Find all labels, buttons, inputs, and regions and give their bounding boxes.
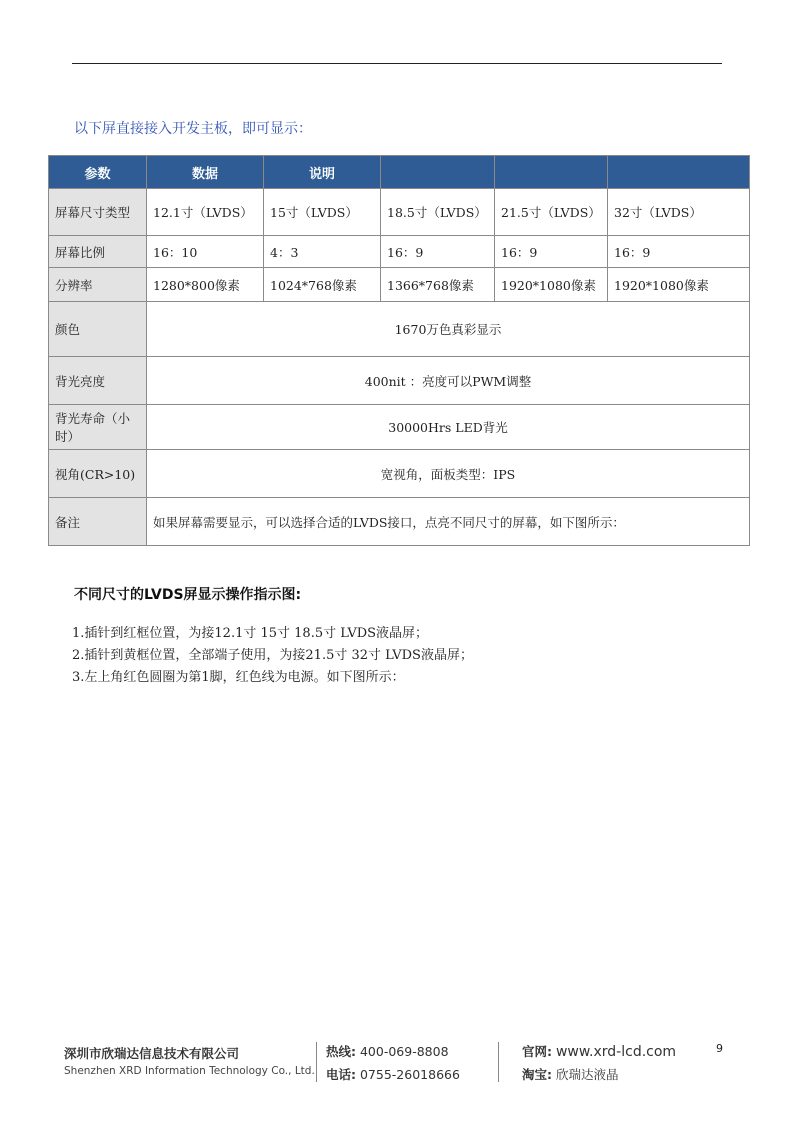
header-col5: [495, 156, 608, 189]
hotline: [326, 1042, 449, 1060]
table-cell: 4：3: [264, 236, 381, 268]
table-row: [49, 302, 750, 357]
website-url[interactable]: www.xrd-lcd.com: [555, 1044, 677, 1060]
table-cell: 1024*768像素: [264, 268, 381, 302]
table-cell: 1670万色真彩显示: [147, 302, 750, 357]
table-cell: 16：9: [495, 236, 608, 268]
table-cell: 宽视角，面板类型：IPS: [147, 450, 750, 498]
intro-text: 以下屏直接接入开发主板，即可显示：: [74, 121, 312, 137]
row-label: 颜色: [49, 302, 147, 357]
table-cell: 18.5寸（LVDS）: [381, 189, 495, 236]
list-item: 3.左上角红色圆圈为第1脚，红色线为电源。如下图所示：: [72, 670, 405, 685]
table-cell: 400nit ：亮度可以PWM调整: [147, 357, 750, 405]
table-cell: 21.5寸（LVDS）: [495, 189, 608, 236]
website: [522, 1042, 676, 1060]
footer-divider: [498, 1042, 499, 1082]
spec-table: [48, 155, 750, 546]
table-cell: 32寸（LVDS）: [608, 189, 750, 236]
table-cell: 15寸（LVDS）: [264, 189, 381, 236]
hotline-label: 热线:: [326, 1044, 356, 1059]
table-cell: 1920*1080像素: [608, 268, 750, 302]
footer-divider: [316, 1042, 317, 1082]
row-label: 背光寿命（小时）: [49, 405, 147, 450]
list-item: 2.插针到黄框位置，全部端子使用，为接21.5寸 32寸 LVDS液晶屏；: [72, 648, 473, 663]
table-row: [49, 236, 750, 268]
table-header-row: [49, 156, 750, 189]
taobao-label: 淘宝:: [522, 1067, 552, 1082]
row-label: 备注: [49, 498, 147, 546]
list-item: 1.插针到红框位置，为接12.1寸 15寸 18.5寸 LVDS液晶屏；: [72, 626, 429, 641]
row-label: 背光亮度: [49, 357, 147, 405]
header-rule: [72, 63, 722, 64]
taobao-store: 欣瑞达液晶: [555, 1067, 619, 1082]
instruction-list: [72, 623, 473, 689]
section-heading: 不同尺寸的LVDS屏显示操作指示图:: [74, 587, 302, 603]
header-desc: 说明: [264, 156, 381, 189]
table-row: [49, 450, 750, 498]
row-label: 屏幕比例: [49, 236, 147, 268]
table-row: [49, 268, 750, 302]
table-cell: 1280*800像素: [147, 268, 264, 302]
table-cell: 如果屏幕需要显示，可以选择合适的LVDS接口，点亮不同尺寸的屏幕，如下图所示：: [147, 498, 750, 546]
row-label: 屏幕尺寸类型: [49, 189, 147, 236]
phone-label: 电话:: [326, 1067, 356, 1082]
header-param: 参数: [49, 156, 147, 189]
table-row: [49, 405, 750, 450]
hotline-number: 400-069-8808: [359, 1044, 449, 1059]
header-col6: [608, 156, 750, 189]
website-label: 官网:: [522, 1044, 552, 1059]
table-row: [49, 189, 750, 236]
phone: [326, 1065, 460, 1083]
taobao: [522, 1065, 619, 1083]
table-cell: 16：9: [608, 236, 750, 268]
row-label: 分辨率: [49, 268, 147, 302]
table-cell: 16：9: [381, 236, 495, 268]
table-cell: 30000Hrs LED背光: [147, 405, 750, 450]
table-cell: 16：10: [147, 236, 264, 268]
page-number: 9: [716, 1042, 723, 1055]
table-cell: 12.1寸（LVDS）: [147, 189, 264, 236]
page-footer: [0, 1038, 794, 1088]
header-data: 数据: [147, 156, 264, 189]
table-cell: 1920*1080像素: [495, 268, 608, 302]
row-label: 视角(CR>10): [49, 450, 147, 498]
phone-number: 0755-26018666: [359, 1067, 460, 1082]
table-cell: 1366*768像素: [381, 268, 495, 302]
company-name-cn: 深圳市欣瑞达信息技术有限公司: [64, 1046, 240, 1061]
header-col4: [381, 156, 495, 189]
table-row: [49, 357, 750, 405]
company-name-en: Shenzhen XRD Information Technology Co., Ltd.: [64, 1065, 315, 1077]
table-row: [49, 498, 750, 546]
